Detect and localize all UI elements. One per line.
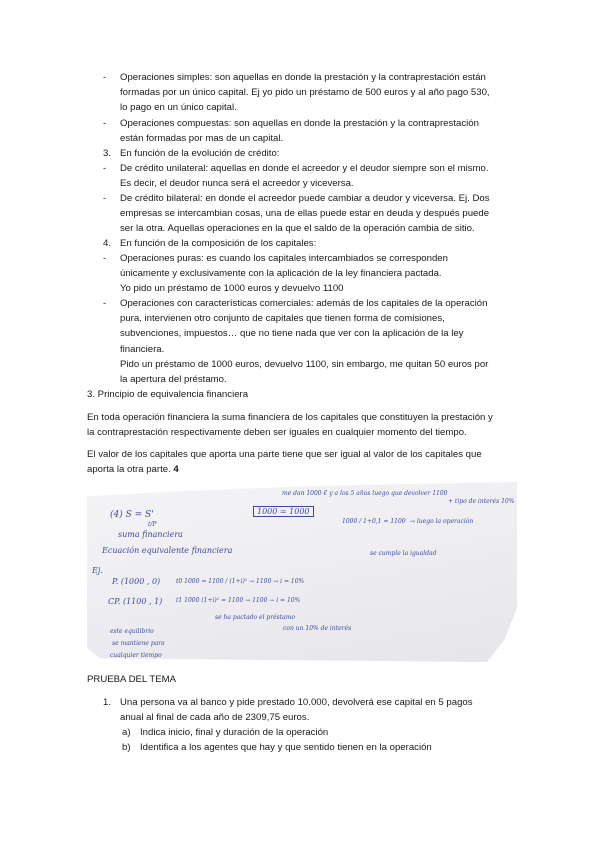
- list-line: Operaciones puras: es cuando los capitales intercambiados se corresponden: [120, 253, 448, 264]
- list-line: lo pago en un único capital.: [120, 102, 237, 114]
- list-marker: -: [103, 72, 107, 83]
- subquestion-text: Indica inicio, final y duración de la operación: [140, 727, 329, 738]
- question-number: 1.: [103, 697, 112, 708]
- note-text: CP. (1100 , 1): [108, 597, 163, 606]
- list-line: la apertura del préstamo.: [120, 374, 227, 386]
- subquestion-marker: a): [122, 727, 131, 738]
- list-item: [103, 236, 523, 251]
- list-item: [103, 161, 523, 191]
- paragraph-text: aporta la otra parte.: [87, 464, 174, 476]
- list-item: [103, 70, 523, 116]
- list-line: De crédito unilateral: aquellas en donde el acreedor y el deudor siempre son el mismo.: [120, 163, 489, 174]
- footnote-number: 4: [173, 464, 179, 476]
- note-text: + tipo de interés 10%: [448, 498, 515, 505]
- note-text: t/P: [148, 521, 157, 528]
- note-text: 1000 / 1+0,1 = 1100: [342, 518, 406, 525]
- list-line: Pido un préstamo de 1000 euros, devuelvo 1100, sin embargo, me quitan 50 euros por: [120, 358, 489, 370]
- paragraph-line: la contraprestación respectivamente deben ser iguales en cualquier momento del tiempo.: [87, 427, 467, 439]
- note-text: Ej.: [92, 566, 103, 575]
- note-text: → luego la operación: [410, 518, 474, 525]
- section-heading: PRUEBA DEL TEMA: [87, 674, 177, 685]
- list-line: Operaciones compuestas: son aquellas en donde la prestación y la contraprestación: [120, 118, 479, 129]
- note-text: se ha pactado el préstamo: [215, 614, 296, 621]
- note-text: (4) S = S': [110, 510, 154, 520]
- question-item: [103, 695, 523, 725]
- note-text: se cumple la igualdad: [370, 550, 437, 557]
- note-text: suma financiera: [118, 530, 183, 539]
- list-line: ser la otra. Aquellas operaciones en la que el saldo de la operación cambia de sitio.: [120, 223, 475, 235]
- list-marker: -: [103, 253, 107, 264]
- list-line: En función de la evolución de crédito:: [120, 148, 280, 159]
- note-text: P. (1000 , 0): [112, 577, 161, 586]
- note-text: t1 1000 (1+i)¹ = 1100 → 1100 → i = 10%: [176, 597, 301, 604]
- subquestion-text: Identifica a los agentes que hay y que sentido tienen en la operación: [140, 742, 432, 753]
- list-line: empresas se intercambian cosas, una de ellas puede estar en deuda y después puede: [120, 208, 490, 220]
- paragraph: [87, 447, 517, 477]
- list-item: [103, 296, 523, 387]
- paragraph: [87, 410, 517, 440]
- list-line: únicamente y exclusivamente con la aplicación de la ley financiera pactada.: [120, 268, 442, 280]
- note-text: se mantiene para: [112, 640, 165, 647]
- note-text: Ecuación equivalente financiera: [102, 546, 233, 555]
- paragraph-line: El valor de los capitales que aporta una parte tiene que ser igual al valor de los capitales que: [87, 449, 482, 460]
- list-item: [103, 146, 523, 161]
- list-line: En función de la composición de los capitales:: [120, 238, 317, 249]
- subquestion-item: [122, 725, 522, 740]
- list-line: financiera.: [120, 343, 165, 355]
- list-line: Yo pido un préstamo de 1000 euros y devuelvo 1100: [120, 283, 344, 295]
- note-text: este equilibrio: [110, 628, 154, 635]
- list-marker: -: [103, 193, 107, 204]
- list-item: [103, 251, 523, 297]
- note-text: con un 10% de interés: [283, 625, 352, 632]
- list-line: De crédito bilateral: en donde el acreedor puede cambiar a deudor y viceversa. Ej. Dos: [120, 193, 490, 204]
- list-line: pura, intervienen otro conjunto de capitales que tienen forma de comisiones,: [120, 313, 445, 325]
- section-heading: 3. Principio de equivalencia financiera: [87, 389, 249, 400]
- list-item: [103, 191, 523, 237]
- list-marker: -: [103, 163, 107, 174]
- list-line: Es decir, el deudor nunca será el acreedor y viceversa.: [120, 178, 354, 190]
- subquestion-item: [122, 740, 522, 755]
- list-marker: 3.: [103, 148, 112, 159]
- list-item: [103, 116, 523, 146]
- list-marker: -: [103, 118, 107, 129]
- note-text: 1000 = 1000: [253, 506, 314, 517]
- note-text: cualquier tiempo: [110, 652, 162, 659]
- subquestion-marker: b): [122, 742, 131, 753]
- list-line: formadas por un único capital. Ej yo pido un préstamo de 500 euros y al año pago 530,: [120, 87, 490, 99]
- paragraph-line: En toda operación financiera la suma financiera de los capitales que constituyen la prestación y: [87, 412, 493, 423]
- note-text: me dan 1000 € y a los 5 años luego que devolver 1100: [282, 490, 448, 497]
- list-line: subvenciones, impuestos… que no tiene nada que ver con la aplicación de la ley: [120, 328, 464, 340]
- list-marker: -: [103, 298, 107, 309]
- list-line: Operaciones simples: son aquellas en donde la prestación y la contraprestación están: [120, 72, 486, 83]
- note-text: t0 1000 = 1100 / (1+i)¹ → 1100 → i = 10%: [176, 578, 305, 585]
- list-line: Operaciones con características comerciales: además de los capitales de la operación: [120, 298, 488, 309]
- list-marker: 4.: [103, 238, 112, 249]
- list-line: están formadas por mas de un capital.: [120, 133, 284, 145]
- paragraph-line: [87, 462, 517, 477]
- question-line: anual al final de cada año de 2309,75 euros.: [120, 712, 310, 724]
- question-line: Una persona va al banco y pide prestado 10.000, devolverá ese capital en 5 pagos: [120, 697, 473, 708]
